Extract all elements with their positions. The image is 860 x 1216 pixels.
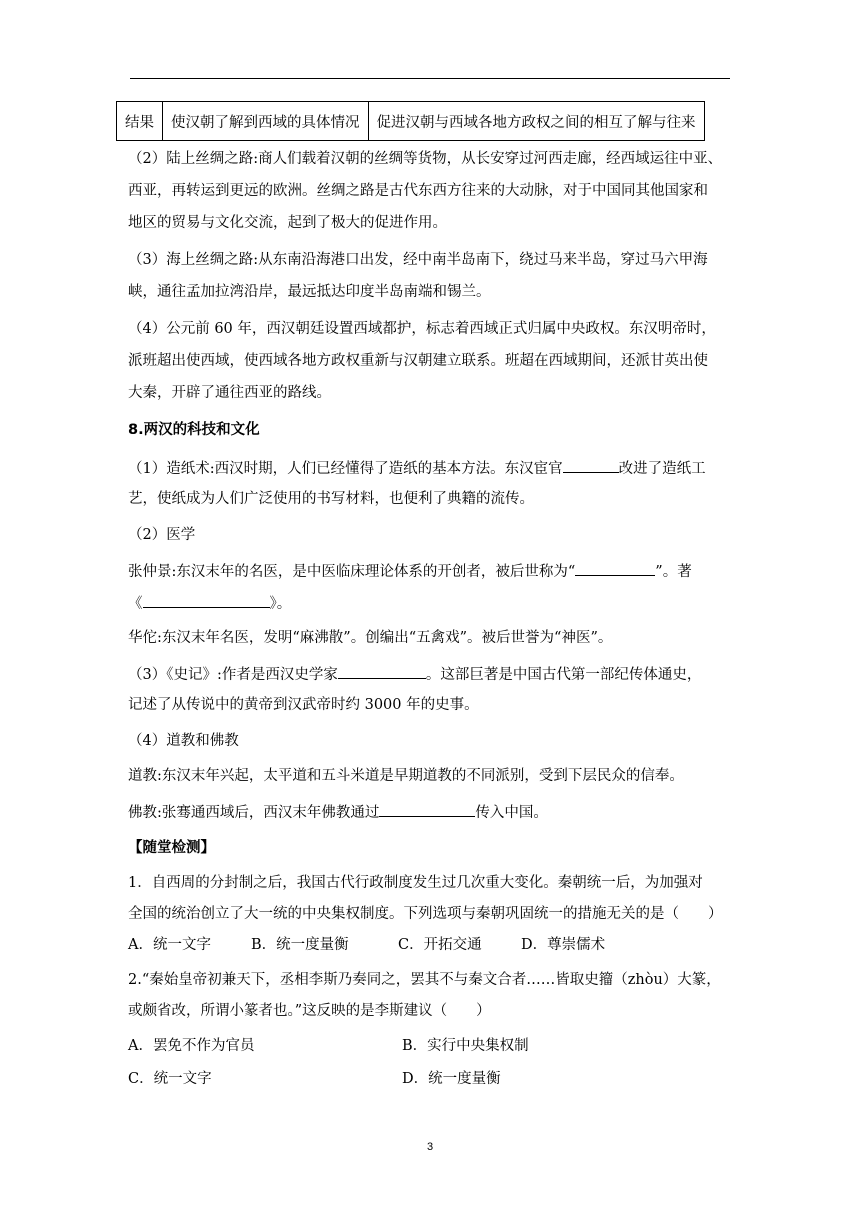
table-cell-result-1: 使汉朝了解到西域的具体情况 [163, 102, 369, 141]
header-rule [130, 78, 730, 79]
papermaking-text-b: 改进了造纸工 [618, 461, 706, 477]
silk-land-line-1: （2）陆上丝绸之路:商人们载着汉朝的丝绸等货物，从长安穿过河西走廊，经西域运往中亚、 [128, 151, 723, 167]
silk-sea-line-2: 峡，通往孟加拉湾沿岸，最远抵达印度半岛南端和锡兰。 [128, 284, 491, 300]
option-d[interactable]: D．尊崇儒术 [521, 937, 606, 953]
zhang-text-c: 《 [128, 596, 143, 612]
question-2-option-c[interactable]: C．统一文字 [128, 1071, 212, 1087]
option-a[interactable]: A．统一文字 [128, 937, 211, 953]
papermaking-line-1 [128, 457, 706, 479]
western-regions-line-2: 派班超出使西域，使西域各地方政权重新与汉朝建立联系。班超在西域期间，还派甘英出使 [128, 353, 708, 369]
page-number: 3 [426, 1141, 434, 1153]
zhang-line-2 [128, 592, 291, 614]
medicine-heading: （2）医学 [128, 527, 196, 543]
religion-heading: （4）道教和佛教 [128, 733, 239, 749]
buddhism-text-b: 传入中国。 [475, 805, 548, 821]
question-2-line-2: 或颇省改，所谓小篆者也。”这反映的是李斯建议（ ） [128, 1003, 491, 1019]
buddhism-line [128, 801, 548, 823]
western-regions-line-1: （4）公元前 60 年，西汉朝廷设置西域都护，标志着西域正式归属中央政权。东汉明帝时， [128, 321, 716, 337]
question-1-line-2: 全国的统治创立了大一统的中央集权制度。下列选项与秦朝巩固统一的措施无关的是（ ） [128, 906, 723, 922]
option-b[interactable]: B．统一度量衡 [251, 937, 349, 953]
question-2-option-a[interactable]: A．罢免不作为官员 [128, 1038, 255, 1054]
question-1-line-1: 1．自西周的分封制之后，我国古代行政制度发生过几次重大变化。秦朝统一后，为加强对 [128, 875, 703, 891]
zhang-text-a: 张仲景:东汉末年的名医，是中医临床理论体系的开创者，被后世称为“ [128, 564, 576, 580]
answer-blank[interactable] [338, 663, 426, 679]
taoism-line: 道教:东汉末年兴起，太平道和五斗米道是早期道教的不同派别，受到下层民众的信奉。 [128, 768, 684, 784]
question-1-options [128, 935, 605, 955]
table-cell-label: 结果 [117, 102, 163, 141]
silk-sea-line-1: （3）海上丝绸之路:从东南沿海港口出发，经中南半岛南下，绕过马来半岛，穿过马六甲海 [128, 252, 708, 268]
answer-blank[interactable] [575, 560, 655, 576]
silk-land-line-2: 西亚，再转运到更远的欧洲。丝绸之路是古代东西方往来的大动脉，对于中国同其他国家和 [128, 183, 708, 199]
answer-blank[interactable] [143, 592, 270, 608]
shiji-text-a: （3）《史记》:作者是西汉史学家 [128, 667, 338, 683]
summary-table [116, 101, 705, 141]
buddhism-text-a: 佛教:张骞通西域后，西汉末年佛教通过 [128, 805, 380, 821]
hua-tuo-line: 华佗:东汉末年名医，发明“麻沸散”。创编出“五禽戏”。被后世誉为“神医”。 [128, 630, 613, 646]
question-2-option-d[interactable]: D．统一度量衡 [402, 1071, 501, 1087]
zhang-text-b: ”。著 [655, 564, 692, 580]
option-c[interactable]: C．开拓交通 [398, 937, 482, 953]
answer-blank[interactable] [563, 457, 619, 473]
shiji-line-2: 记述了从传说中的黄帝到汉武帝时约 3000 年的史事。 [128, 697, 479, 713]
table-cell-result-2: 促进汉朝与西域各地方政权之间的相互了解与往来 [368, 102, 704, 141]
question-2-option-b[interactable]: B．实行中央集权制 [402, 1038, 529, 1054]
papermaking-text-a: （1）造纸术:西汉时期，人们已经懂得了造纸的基本方法。东汉宦官 [128, 461, 563, 477]
western-regions-line-3: 大秦，开辟了通往西亚的路线。 [128, 385, 331, 401]
question-2-line-1: 2.“秦始皇帝初兼天下，丞相李斯乃奏同之，罢其不与秦文合者……皆取史籀（zhòu）大篆， [128, 972, 721, 988]
papermaking-line-2: 艺，使纸成为人们广泛使用的书写材料，也便利了典籍的流传。 [128, 491, 534, 507]
table-row [117, 102, 705, 141]
answer-blank[interactable] [379, 801, 475, 817]
zhang-line-1 [128, 560, 692, 582]
quiz-heading: 【随堂检测】 [128, 840, 215, 856]
section-heading: 8.两汉的科技和文化 [128, 422, 260, 438]
shiji-text-b: 。这部巨著是中国古代第一部纪传体通史， [425, 667, 702, 683]
shiji-line-1 [128, 663, 701, 685]
zhang-text-d: 》。 [269, 596, 292, 612]
silk-land-line-3: 地区的贸易与文化交流，起到了极大的促进作用。 [128, 215, 447, 231]
